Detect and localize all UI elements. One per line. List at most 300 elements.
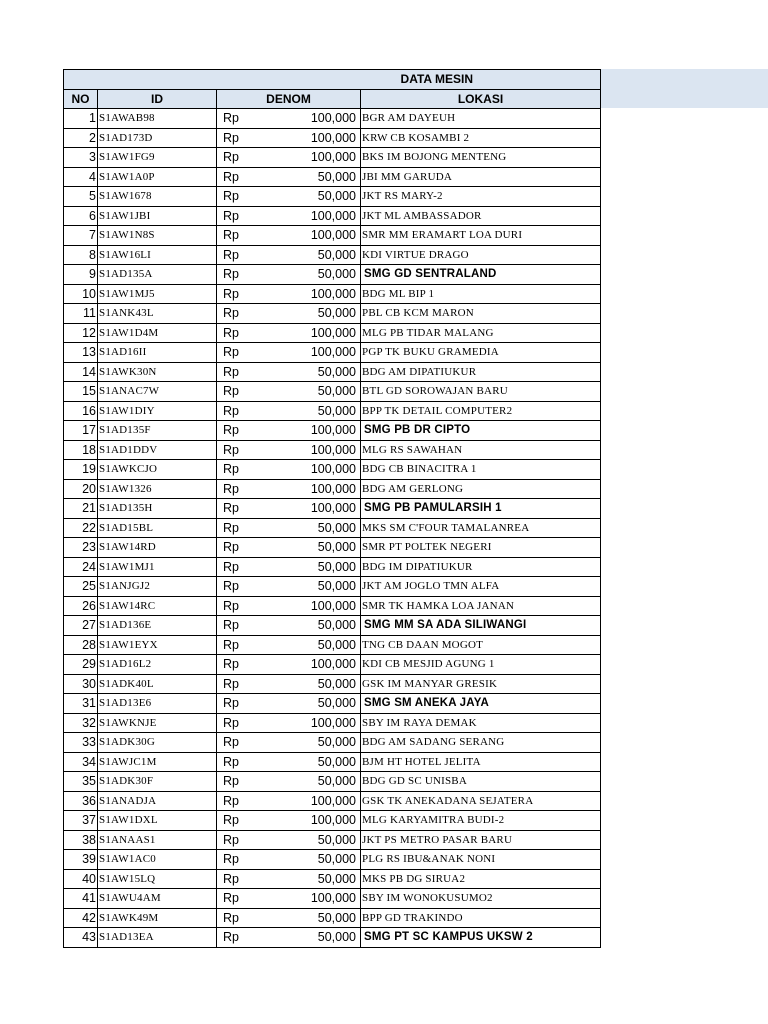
currency-label: Rp xyxy=(223,247,239,262)
row-lokasi: PGP TK BUKU GRAMEDIA xyxy=(361,343,601,363)
table-row xyxy=(64,557,601,577)
row-no: 28 xyxy=(64,635,98,655)
row-denom xyxy=(217,752,361,772)
row-id: S1AW1AC0 xyxy=(98,850,217,870)
currency-label: Rp xyxy=(223,520,239,535)
row-id: S1AWKNJE xyxy=(98,713,217,733)
denom-value: 50,000 xyxy=(317,774,356,789)
title-row xyxy=(64,70,601,90)
row-denom xyxy=(217,460,361,480)
row-id: S1AD16L2 xyxy=(98,655,217,675)
row-lokasi: BKS IM BOJONG MENTENG xyxy=(361,148,601,168)
row-lokasi: SMG PT SC KAMPUS UKSW 2 xyxy=(361,928,601,948)
denom-value: 100,000 xyxy=(310,501,356,516)
row-id: S1AD136E xyxy=(98,616,217,636)
table-row xyxy=(64,148,601,168)
table-row xyxy=(64,694,601,714)
currency-label: Rp xyxy=(223,891,239,906)
row-lokasi: BGR AM DAYEUH xyxy=(361,109,601,129)
currency-label: Rp xyxy=(223,910,239,925)
denom-value: 100,000 xyxy=(310,598,356,613)
row-no: 18 xyxy=(64,440,98,460)
row-denom xyxy=(217,830,361,850)
row-no: 3 xyxy=(64,148,98,168)
row-denom xyxy=(217,245,361,265)
row-lokasi: SBY IM WONOKUSUMO2 xyxy=(361,889,601,909)
row-no: 20 xyxy=(64,479,98,499)
currency-label: Rp xyxy=(223,579,239,594)
row-no: 27 xyxy=(64,616,98,636)
row-no: 41 xyxy=(64,889,98,909)
row-no: 39 xyxy=(64,850,98,870)
row-lokasi: SMR TK HAMKA LOA JANAN xyxy=(361,596,601,616)
denom-value: 100,000 xyxy=(310,462,356,477)
currency-label: Rp xyxy=(223,871,239,886)
table-row xyxy=(64,167,601,187)
row-id: S1ANJGJ2 xyxy=(98,577,217,597)
denom-value: 100,000 xyxy=(310,423,356,438)
row-denom xyxy=(217,791,361,811)
row-id: S1AD135F xyxy=(98,421,217,441)
row-id: S1AD16II xyxy=(98,343,217,363)
row-lokasi: SMR MM ERAMART LOA DURI xyxy=(361,226,601,246)
currency-label: Rp xyxy=(223,540,239,555)
row-denom xyxy=(217,596,361,616)
denom-value: 50,000 xyxy=(317,189,356,204)
row-id: S1AD135A xyxy=(98,265,217,285)
row-denom xyxy=(217,362,361,382)
currency-label: Rp xyxy=(223,384,239,399)
row-lokasi: BDG AM DIPATIUKUR xyxy=(361,362,601,382)
row-lokasi: PLG RS IBU&ANAK NONI xyxy=(361,850,601,870)
row-id: S1ADK30G xyxy=(98,733,217,753)
row-id: S1AWK30N xyxy=(98,362,217,382)
row-id: S1AW1DXL xyxy=(98,811,217,831)
row-no: 13 xyxy=(64,343,98,363)
table-row xyxy=(64,109,601,129)
currency-label: Rp xyxy=(223,715,239,730)
denom-value: 100,000 xyxy=(310,208,356,223)
row-id: S1AW1JBI xyxy=(98,206,217,226)
denom-value: 50,000 xyxy=(317,247,356,262)
row-lokasi: BPP TK DETAIL COMPUTER2 xyxy=(361,401,601,421)
table-row xyxy=(64,265,601,285)
denom-value: 100,000 xyxy=(310,286,356,301)
currency-label: Rp xyxy=(223,403,239,418)
row-lokasi: KDI VIRTUE DRAGO xyxy=(361,245,601,265)
row-id: S1ADK40L xyxy=(98,674,217,694)
currency-label: Rp xyxy=(223,930,239,945)
row-lokasi: TNG CB DAAN MOGOT xyxy=(361,635,601,655)
row-denom xyxy=(217,421,361,441)
row-denom xyxy=(217,655,361,675)
currency-label: Rp xyxy=(223,169,239,184)
row-lokasi: GSK TK ANEKADANA SEJATERA xyxy=(361,791,601,811)
header-no: NO xyxy=(64,89,98,109)
row-no: 14 xyxy=(64,362,98,382)
currency-label: Rp xyxy=(223,657,239,672)
row-denom xyxy=(217,557,361,577)
row-no: 6 xyxy=(64,206,98,226)
row-denom xyxy=(217,187,361,207)
currency-label: Rp xyxy=(223,481,239,496)
table-row xyxy=(64,869,601,889)
row-no: 42 xyxy=(64,908,98,928)
row-denom xyxy=(217,733,361,753)
denom-value: 50,000 xyxy=(317,735,356,750)
row-no: 1 xyxy=(64,109,98,129)
denom-value: 100,000 xyxy=(310,793,356,808)
row-lokasi: SMG PB DR CIPTO xyxy=(361,421,601,441)
row-no: 12 xyxy=(64,323,98,343)
row-denom xyxy=(217,577,361,597)
table-row xyxy=(64,889,601,909)
table-row xyxy=(64,655,601,675)
denom-value: 100,000 xyxy=(310,891,356,906)
currency-label: Rp xyxy=(223,130,239,145)
row-no: 19 xyxy=(64,460,98,480)
table-row xyxy=(64,128,601,148)
table-row xyxy=(64,421,601,441)
row-denom xyxy=(217,265,361,285)
denom-value: 50,000 xyxy=(317,852,356,867)
currency-label: Rp xyxy=(223,150,239,165)
denom-value: 50,000 xyxy=(317,637,356,652)
row-lokasi: BJM HT HOTEL JELITA xyxy=(361,752,601,772)
row-denom xyxy=(217,167,361,187)
row-denom xyxy=(217,226,361,246)
row-lokasi: KRW CB KOSAMBI 2 xyxy=(361,128,601,148)
row-id: S1AWK49M xyxy=(98,908,217,928)
row-id: S1AW1A0P xyxy=(98,167,217,187)
row-no: 15 xyxy=(64,382,98,402)
row-id: S1AW1678 xyxy=(98,187,217,207)
table-row xyxy=(64,401,601,421)
row-no: 17 xyxy=(64,421,98,441)
row-denom xyxy=(217,811,361,831)
row-denom xyxy=(217,382,361,402)
row-no: 9 xyxy=(64,265,98,285)
row-id: S1AW1D4M xyxy=(98,323,217,343)
denom-value: 100,000 xyxy=(310,657,356,672)
table-row xyxy=(64,616,601,636)
row-lokasi: SMG PB PAMULARSIH 1 xyxy=(361,499,601,519)
row-id: S1AD15BL xyxy=(98,518,217,538)
table-row xyxy=(64,382,601,402)
denom-value: 50,000 xyxy=(317,384,356,399)
row-no: 22 xyxy=(64,518,98,538)
row-no: 36 xyxy=(64,791,98,811)
row-denom xyxy=(217,206,361,226)
denom-value: 100,000 xyxy=(310,111,356,126)
row-id: S1ANADJA xyxy=(98,791,217,811)
row-denom xyxy=(217,323,361,343)
denom-value: 100,000 xyxy=(310,150,356,165)
currency-label: Rp xyxy=(223,676,239,691)
row-id: S1AD135H xyxy=(98,499,217,519)
row-no: 31 xyxy=(64,694,98,714)
row-no: 33 xyxy=(64,733,98,753)
row-denom xyxy=(217,635,361,655)
column-header-row xyxy=(64,89,601,109)
row-id: S1AW1N8S xyxy=(98,226,217,246)
row-no: 30 xyxy=(64,674,98,694)
table-row xyxy=(64,440,601,460)
row-id: S1AW14RC xyxy=(98,596,217,616)
row-lokasi: JKT PS METRO PASAR BARU xyxy=(361,830,601,850)
row-denom xyxy=(217,440,361,460)
row-no: 10 xyxy=(64,284,98,304)
table-row xyxy=(64,499,601,519)
table-row xyxy=(64,791,601,811)
currency-label: Rp xyxy=(223,442,239,457)
row-no: 37 xyxy=(64,811,98,831)
row-lokasi: BDG AM SADANG SERANG xyxy=(361,733,601,753)
currency-label: Rp xyxy=(223,364,239,379)
row-denom xyxy=(217,889,361,909)
denom-value: 50,000 xyxy=(317,306,356,321)
row-denom xyxy=(217,109,361,129)
row-lokasi: JKT ML AMBASSADOR xyxy=(361,206,601,226)
row-lokasi: SBY IM RAYA DEMAK xyxy=(361,713,601,733)
table-row xyxy=(64,245,601,265)
denom-value: 50,000 xyxy=(317,169,356,184)
row-lokasi: MLG KARYAMITRA BUDI-2 xyxy=(361,811,601,831)
row-no: 35 xyxy=(64,772,98,792)
row-denom xyxy=(217,538,361,558)
currency-label: Rp xyxy=(223,325,239,340)
denom-value: 50,000 xyxy=(317,520,356,535)
table-row xyxy=(64,674,601,694)
row-no: 5 xyxy=(64,187,98,207)
table-row xyxy=(64,752,601,772)
row-id: S1AW15LQ xyxy=(98,869,217,889)
row-id: S1AD13EA xyxy=(98,928,217,948)
row-no: 40 xyxy=(64,869,98,889)
row-no: 16 xyxy=(64,401,98,421)
currency-label: Rp xyxy=(223,208,239,223)
row-lokasi: GSK IM MANYAR GRESIK xyxy=(361,674,601,694)
currency-label: Rp xyxy=(223,228,239,243)
table-row xyxy=(64,206,601,226)
currency-label: Rp xyxy=(223,813,239,828)
denom-value: 50,000 xyxy=(317,559,356,574)
row-no: 38 xyxy=(64,830,98,850)
table-row xyxy=(64,713,601,733)
table-row xyxy=(64,830,601,850)
row-lokasi: MKS PB DG SIRUA2 xyxy=(361,869,601,889)
row-no: 23 xyxy=(64,538,98,558)
currency-label: Rp xyxy=(223,637,239,652)
currency-label: Rp xyxy=(223,832,239,847)
currency-label: Rp xyxy=(223,267,239,282)
row-id: S1AW16LI xyxy=(98,245,217,265)
denom-value: 50,000 xyxy=(317,832,356,847)
row-lokasi: BDG IM DIPATIUKUR xyxy=(361,557,601,577)
table-row xyxy=(64,518,601,538)
row-no: 2 xyxy=(64,128,98,148)
denom-value: 100,000 xyxy=(310,813,356,828)
currency-label: Rp xyxy=(223,111,239,126)
row-id: S1ANAAS1 xyxy=(98,830,217,850)
table-row xyxy=(64,772,601,792)
header-lokasi: LOKASI xyxy=(361,89,601,109)
denom-value: 50,000 xyxy=(317,618,356,633)
row-lokasi: SMG MM SA ADA SILIWANGI xyxy=(361,616,601,636)
row-denom xyxy=(217,850,361,870)
row-id: S1AW1EYX xyxy=(98,635,217,655)
denom-value: 100,000 xyxy=(310,442,356,457)
table-row xyxy=(64,343,601,363)
currency-label: Rp xyxy=(223,696,239,711)
row-lokasi: BDG CB BINACITRA 1 xyxy=(361,460,601,480)
row-no: 25 xyxy=(64,577,98,597)
denom-value: 50,000 xyxy=(317,676,356,691)
row-denom xyxy=(217,674,361,694)
denom-value: 50,000 xyxy=(317,754,356,769)
row-no: 34 xyxy=(64,752,98,772)
row-no: 26 xyxy=(64,596,98,616)
row-id: S1AW1FG9 xyxy=(98,148,217,168)
row-lokasi: BDG GD SC UNISBA xyxy=(361,772,601,792)
row-lokasi: JKT AM JOGLO TMN ALFA xyxy=(361,577,601,597)
denom-value: 50,000 xyxy=(317,930,356,945)
header-denom: DENOM xyxy=(217,89,361,109)
row-id: S1AW1326 xyxy=(98,479,217,499)
currency-label: Rp xyxy=(223,559,239,574)
row-lokasi: SMG SM ANEKA JAYA xyxy=(361,694,601,714)
row-lokasi: BDG AM GERLONG xyxy=(361,479,601,499)
row-lokasi: JKT RS MARY-2 xyxy=(361,187,601,207)
row-no: 4 xyxy=(64,167,98,187)
table-row xyxy=(64,479,601,499)
denom-value: 50,000 xyxy=(317,267,356,282)
row-lokasi: BDG ML BIP 1 xyxy=(361,284,601,304)
row-denom xyxy=(217,869,361,889)
currency-label: Rp xyxy=(223,774,239,789)
table-row xyxy=(64,596,601,616)
row-denom xyxy=(217,713,361,733)
currency-label: Rp xyxy=(223,793,239,808)
row-denom xyxy=(217,908,361,928)
row-denom xyxy=(217,343,361,363)
table-row xyxy=(64,577,601,597)
row-lokasi: JBI MM GARUDA xyxy=(361,167,601,187)
row-no: 8 xyxy=(64,245,98,265)
denom-value: 100,000 xyxy=(310,228,356,243)
row-id: S1AWJC1M xyxy=(98,752,217,772)
denom-value: 50,000 xyxy=(317,696,356,711)
row-lokasi: SMG GD SENTRALAND xyxy=(361,265,601,285)
currency-label: Rp xyxy=(223,462,239,477)
table-row xyxy=(64,733,601,753)
row-id: S1AD173D xyxy=(98,128,217,148)
row-id: S1AW1MJ1 xyxy=(98,557,217,577)
row-denom xyxy=(217,284,361,304)
row-id: S1AW14RD xyxy=(98,538,217,558)
row-id: S1AD1DDV xyxy=(98,440,217,460)
table-row xyxy=(64,362,601,382)
table-title: DATA MESIN xyxy=(64,70,601,90)
denom-value: 50,000 xyxy=(317,910,356,925)
currency-label: Rp xyxy=(223,345,239,360)
table-row xyxy=(64,908,601,928)
table-row xyxy=(64,635,601,655)
row-id: S1AWAB98 xyxy=(98,109,217,129)
table-row xyxy=(64,284,601,304)
row-denom xyxy=(217,772,361,792)
row-id: S1AWKCJO xyxy=(98,460,217,480)
currency-label: Rp xyxy=(223,306,239,321)
denom-value: 100,000 xyxy=(310,325,356,340)
denom-value: 50,000 xyxy=(317,403,356,418)
row-no: 29 xyxy=(64,655,98,675)
row-no: 32 xyxy=(64,713,98,733)
row-lokasi: PBL CB KCM MARON xyxy=(361,304,601,324)
row-id: S1ANK43L xyxy=(98,304,217,324)
row-denom xyxy=(217,928,361,948)
currency-label: Rp xyxy=(223,598,239,613)
currency-label: Rp xyxy=(223,501,239,516)
row-id: S1AD13E6 xyxy=(98,694,217,714)
denom-value: 100,000 xyxy=(310,715,356,730)
data-mesin-table xyxy=(63,69,601,948)
table-row xyxy=(64,226,601,246)
table-row xyxy=(64,850,601,870)
row-denom xyxy=(217,128,361,148)
currency-label: Rp xyxy=(223,852,239,867)
row-denom xyxy=(217,499,361,519)
denom-value: 100,000 xyxy=(310,345,356,360)
row-id: S1AW1DIY xyxy=(98,401,217,421)
row-id: S1AWU4AM xyxy=(98,889,217,909)
currency-label: Rp xyxy=(223,189,239,204)
denom-value: 50,000 xyxy=(317,871,356,886)
table-row xyxy=(64,304,601,324)
row-lokasi: MKS SM C'FOUR TAMALANREA xyxy=(361,518,601,538)
row-lokasi: MLG RS SAWAHAN xyxy=(361,440,601,460)
table-row xyxy=(64,811,601,831)
row-denom xyxy=(217,616,361,636)
currency-label: Rp xyxy=(223,286,239,301)
table-row xyxy=(64,460,601,480)
table-row xyxy=(64,928,601,948)
currency-label: Rp xyxy=(223,618,239,633)
header-id: ID xyxy=(98,89,217,109)
row-no: 11 xyxy=(64,304,98,324)
table-row xyxy=(64,538,601,558)
row-id: S1AW1MJ5 xyxy=(98,284,217,304)
row-denom xyxy=(217,694,361,714)
table-row xyxy=(64,323,601,343)
row-denom xyxy=(217,304,361,324)
row-id: S1ADK30F xyxy=(98,772,217,792)
row-no: 21 xyxy=(64,499,98,519)
row-no: 24 xyxy=(64,557,98,577)
row-lokasi: KDI CB MESJID AGUNG 1 xyxy=(361,655,601,675)
currency-label: Rp xyxy=(223,735,239,750)
denom-value: 100,000 xyxy=(310,130,356,145)
table-row xyxy=(64,187,601,207)
row-lokasi: BTL GD SOROWAJAN BARU xyxy=(361,382,601,402)
row-denom xyxy=(217,518,361,538)
row-no: 43 xyxy=(64,928,98,948)
table-body xyxy=(64,109,601,948)
row-no: 7 xyxy=(64,226,98,246)
row-denom xyxy=(217,401,361,421)
row-lokasi: BPP GD TRAKINDO xyxy=(361,908,601,928)
row-denom xyxy=(217,148,361,168)
